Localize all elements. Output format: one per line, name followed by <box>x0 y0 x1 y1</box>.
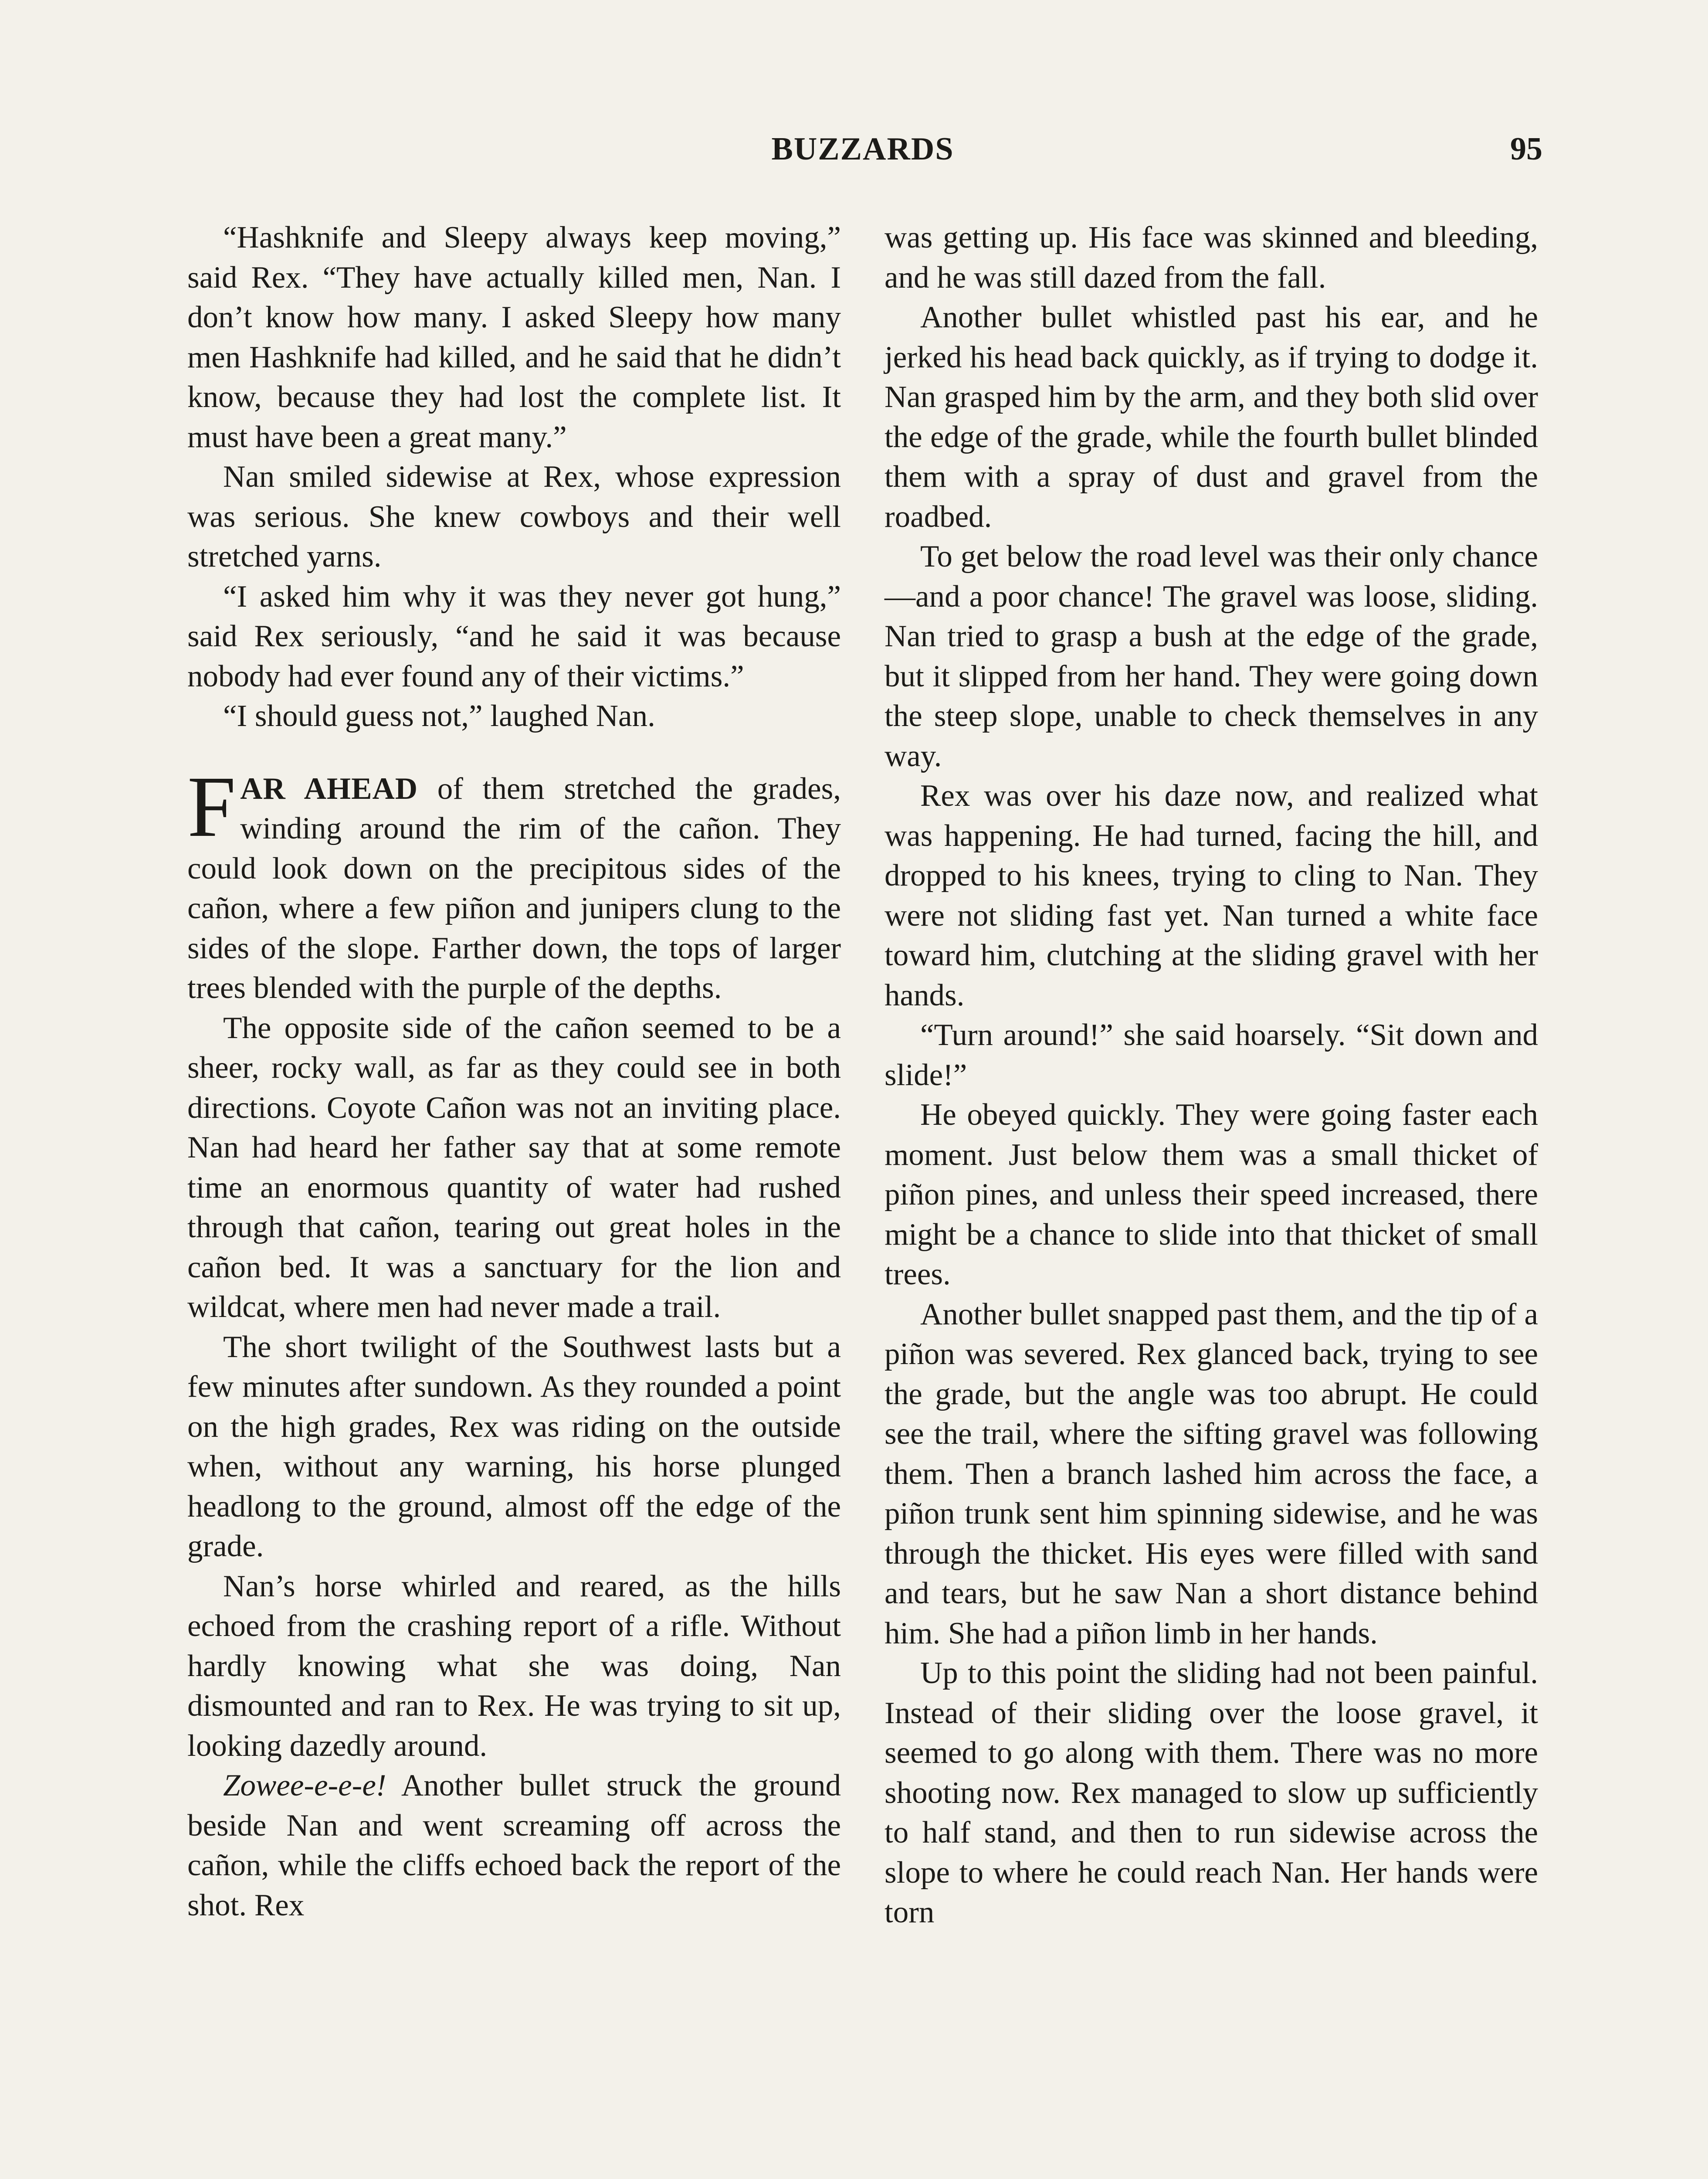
paragraph: Up to this point the sliding had not been painful. Instead of their sliding over the loose gravel, it seemed to go along with them. There was no more shooting now. Rex managed to slow up sufficiently to half stand, and then to run sidewise across the slope to where he could reach Nan. Her hands were torn <box>884 1656 1538 1929</box>
paragraph: “I should guess not,” laughed Nan. <box>223 699 655 733</box>
paragraph-text: of them stretched the grades, winding around the rim of the cañon. They could look down on the precipitous sides of the cañon, where a few piñon and junipers clung to the sides of the slope. Farther down, the tops of larger trees blended with the purple of the depths. <box>187 771 841 1005</box>
running-title: BUZZARDS <box>771 131 954 167</box>
italic-exclamation: Zowee-e-e-e! <box>223 1768 386 1802</box>
paragraph: was getting up. His face was skinned and bleeding, and he was still dazed from the fall. <box>884 221 1538 295</box>
paragraph <box>187 1766 841 1925</box>
paragraph: The opposite side of the cañon seemed to be a sheer, rocky wall, as far as they could see in both directions. Coyote Cañon was not an inviting place. Nan had heard her father say that at some remote time an enormous quantity of water had rushed through that cañon, tearing out great holes in the cañon bed. It was a sanctuary for the lion and wildcat, where men had never made a trail. <box>187 1011 841 1324</box>
section-opening-paragraph <box>187 758 841 1008</box>
paragraph: The short twilight of the Southwest lasts but a few minutes after sundown. As they rounded a point on the high grades, Rex was riding on the outside when, without any warning, his horse plunged headlong to the ground, almost off the edge of the grade. <box>187 1330 841 1563</box>
paragraph: To get below the road level was their only chance—and a poor chance! The gravel was loose, sliding. Nan tried to grasp a bush at the edge of the grade, but it slipped from her hand. They were going down the steep slope, unable to check themselves in any way. <box>884 540 1538 773</box>
paragraph: “I asked him why it was they never got hung,” said Rex seriously, “and he said it was because nobody had ever found any of their victims.” <box>187 579 841 693</box>
section-lead-in: AR AHEAD <box>240 771 418 806</box>
paragraph: “Turn around!” she said hoarsely. “Sit down and slide!” <box>884 1018 1538 1092</box>
paragraph: Rex was over his daze now, and realized what was happening. He had turned, facing the hill, and dropped to his knees, trying to cling to Nan. They were not sliding fast yet. Nan turned a white face toward him, clutching at the sliding gravel with her hands. <box>884 779 1538 1012</box>
running-head <box>0 131 1708 179</box>
drop-cap: F <box>187 758 236 855</box>
paragraph: “Hashknife and Sleepy always keep moving,” said Rex. “They have actually killed men, Nan. I don’t know how many. I asked Sleepy how many men Hashknife had killed, and he said that he didn’t know, because they had lost the complete list. It must have been a great many.” <box>187 221 841 454</box>
paragraph: Nan’s horse whirled and reared, as the hills echoed from the crashing report of a rifle. Without hardly knowing what she was doing, Nan dismounted and ran to Rex. He was trying to sit up, looking dazedly around. <box>187 1569 841 1763</box>
paragraph: Nan smiled sidewise at Rex, whose expression was serious. She knew cowboys and their well stretched yarns. <box>187 460 841 574</box>
paragraph: Another bullet snapped past them, and the tip of a piñon was severed. Rex glanced back, trying to see the grade, but the angle was too abrupt. He could see the trail, where the sifting gravel was following them. Then a branch lashed him across the face, a piñon trunk sent him spinning sidewise, and he was through the thicket. His eyes were filled with sand and tears, but he saw Nan a short distance behind him. She had a piñon limb in her hands. <box>884 1297 1538 1650</box>
paragraph-text: Another bullet struck the ground beside Nan and went screaming off across the cañon, while the cliffs echoed back the report of the shot. Rex <box>187 1768 841 1922</box>
paragraph: He obeyed quickly. They were going faster each moment. Just below them was a small thicket of piñon pines, and unless their speed increased, there might be a chance to slide into that thicket of small trees. <box>884 1098 1538 1291</box>
page-number: 95 <box>1510 131 1542 167</box>
right-column <box>884 218 1538 1933</box>
left-column <box>187 218 841 1925</box>
paragraph: Another bullet whistled past his ear, and he jerked his head back quickly, as if trying to dodge it. Nan grasped him by the arm, and they both slid over the edge of the grade, while the fourth bullet blinded them with a spray of dust and gravel from the roadbed. <box>884 300 1538 534</box>
